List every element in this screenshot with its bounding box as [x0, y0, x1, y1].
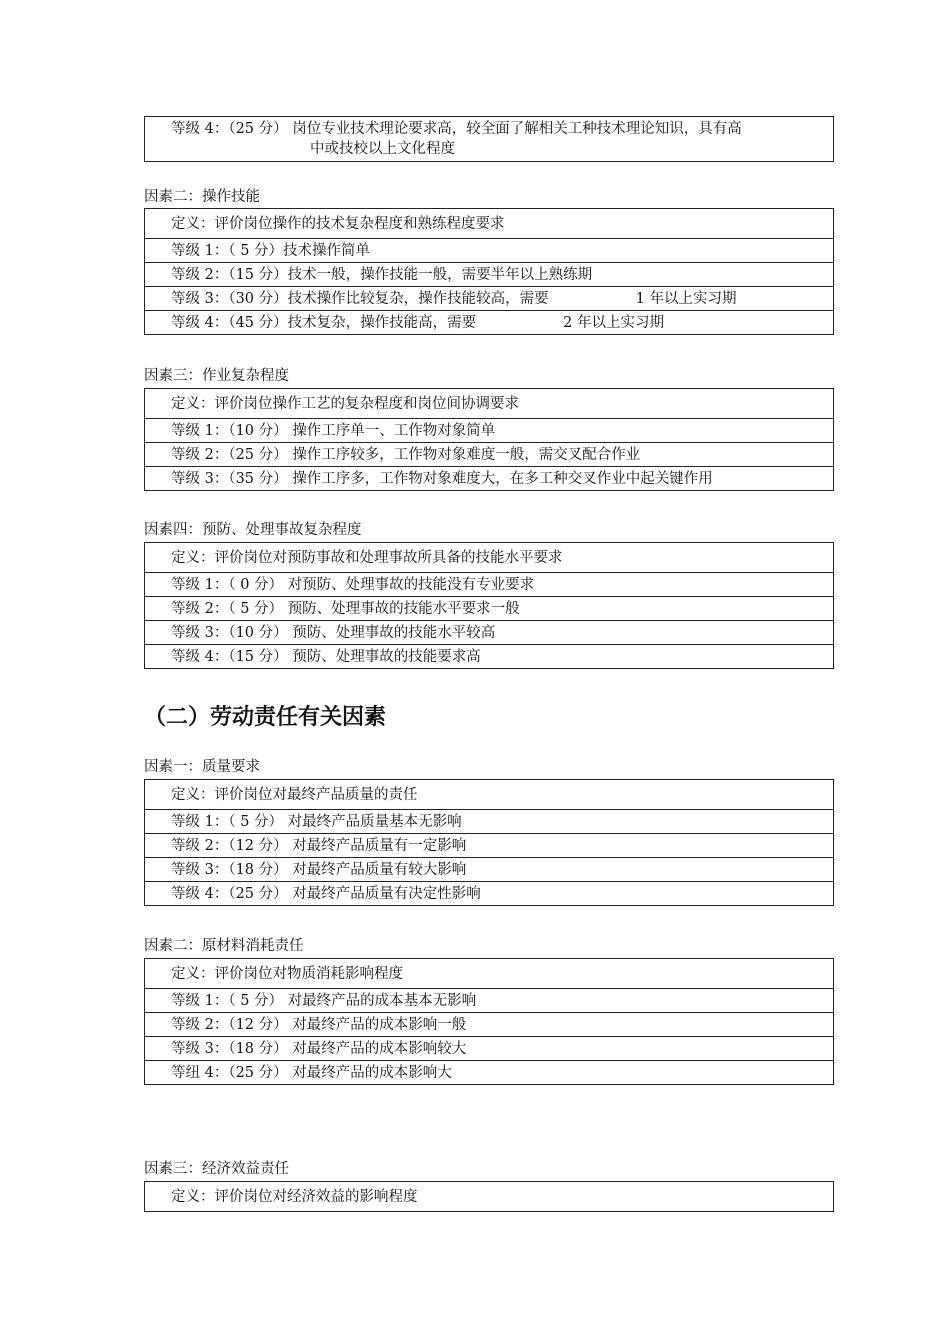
table-row: 等级 3：（10 分） 预防、处理事故的技能水平较高 — [145, 620, 833, 644]
factor-heading-economic-benefit: 因素三：经济效益责任 — [144, 1161, 289, 1177]
table-row: 等级 4：（45 分）技术复杂，操作技能高，需要 2 年以上实习期 — [145, 310, 833, 334]
factor-heading-accident-handling: 因素四：预防、处理事故复杂程度 — [144, 522, 362, 538]
table-row: 等级 2：（12 分） 对最终产品的成本影响一般 — [145, 1012, 833, 1036]
factor-heading-quality: 因素一：质量要求 — [144, 759, 260, 775]
table-row-continuation: 中或技校以上文化程度 — [310, 141, 455, 157]
level-table-accident-handling — [144, 542, 834, 669]
definition-row: 定义：评价岗位对物质消耗影响程度 — [171, 966, 403, 982]
table-row: 等级 3：（30 分）技术操作比较复杂，操作技能较高，需要 1 年以上实习期 — [145, 286, 833, 310]
level-table-work-complexity — [144, 388, 834, 491]
level-table-operation-skill — [144, 208, 834, 335]
definition-row: 定义：评价岗位操作工艺的复杂程度和岗位间协调要求 — [171, 396, 519, 412]
table-row: 等级 3：（35 分） 操作工序多，工作物对象难度大，在多工种交叉作业中起关键作用 — [145, 466, 833, 490]
table-row: 等纽 4：（25 分） 对最终产品的成本影响大 — [145, 1060, 833, 1084]
table-row: 等级 3：（18 分） 对最终产品质量有较大影响 — [145, 857, 833, 881]
factor-heading-work-complexity: 因素三：作业复杂程度 — [144, 368, 289, 384]
table-row: 等级 2：（15 分）技术一般，操作技能一般，需要半年以上熟练期 — [145, 262, 833, 286]
level-table-economic-benefit — [144, 1181, 834, 1212]
definition-row: 定义：评价岗位操作的技术复杂程度和熟练程度要求 — [171, 216, 505, 232]
table-row: 等级 1：（ 5 分） 对最终产品的成本基本无影响 — [145, 988, 833, 1012]
table-row: 等级 2：（ 5 分） 预防、处理事故的技能水平要求一般 — [145, 596, 833, 620]
table-row: 等级 2：（25 分） 操作工序较多，工作物对象难度一般，需交叉配合作业 — [145, 442, 833, 466]
factor-heading-material-consumption: 因素二：原材料消耗责任 — [144, 938, 304, 954]
level-table-quality — [144, 779, 834, 906]
table-row: 等级 1：（ 5 分） 对最终产品质量基本无影响 — [145, 809, 833, 833]
table-row: 等级 1：（10 分） 操作工序单一、工作物对象简单 — [145, 418, 833, 442]
table-row: 等级 4：（25 分） 对最终产品质量有决定性影响 — [145, 881, 833, 905]
definition-row: 定义：评价岗位对经济效益的影响程度 — [171, 1189, 418, 1205]
table-row: 等级 3：（18 分） 对最终产品的成本影响较大 — [145, 1036, 833, 1060]
table-row: 等级 1：（ 0 分） 对预防、处理事故的技能没有专业要求 — [145, 572, 833, 596]
factor-heading-operation-skill: 因素二：操作技能 — [144, 189, 260, 205]
definition-row: 定义：评价岗位对预防事故和处理事故所具备的技能水平要求 — [171, 550, 563, 566]
table-row: 等级 1：（ 5 分）技术操作简单 — [145, 238, 833, 262]
level-table-knowledge — [144, 116, 834, 162]
table-row: 等级 4：（25 分） 岗位专业技术理论要求高，较全面了解相关工种技术理论知识，具有高 — [171, 121, 742, 137]
table-row: 等级 4：（15 分） 预防、处理事故的技能要求高 — [145, 644, 833, 668]
section-title: （二）劳动责任有关因素 — [144, 705, 387, 730]
definition-row: 定义：评价岗位对最终产品质量的责任 — [171, 787, 418, 803]
table-row: 等级 2：（12 分） 对最终产品质量有一定影响 — [145, 833, 833, 857]
level-table-material-consumption — [144, 958, 834, 1085]
